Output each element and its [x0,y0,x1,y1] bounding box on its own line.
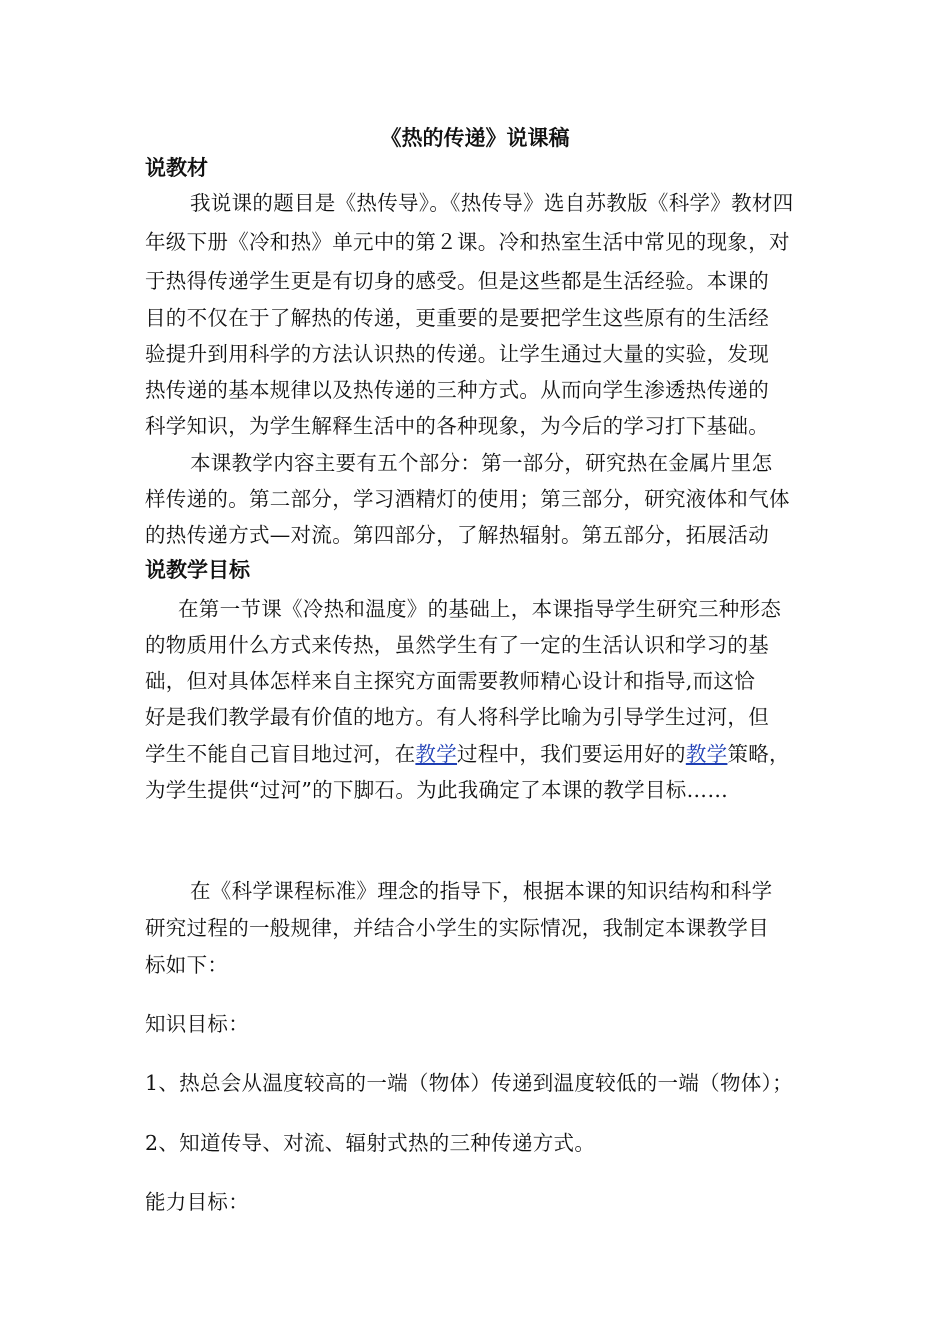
paragraph-line: 在《科学课程标准》理念的指导下，根据本课的知识结构和科学 [190,879,773,903]
paragraph-line: 好是我们教学最有价值的地方。有人将科学比喻为引导学生过河，但 [145,705,769,729]
paragraph-line: 本课教学内容主要有五个部分：第一部分，研究热在金属片里怎 [190,451,773,475]
section-heading-objectives: 说教学目标 [145,558,250,582]
paragraph-line: 为学生提供“过河”的下脚石。为此我确定了本课的教学目标…… [145,778,729,802]
paragraph-line: 础，但对具体怎样来自主探究方面需要教师精心设计和指导,而这恰 [145,669,756,693]
section-heading-textbook: 说教材 [145,156,208,180]
paragraph-line: 研究过程的一般规律，并结合小学生的实际情况，我制定本课教学目 [145,916,769,940]
paragraph-line: 热传递的基本规律以及热传递的三种方式。从而向学生渗透热传递的 [145,378,769,402]
teaching-link[interactable]: 教学 [685,742,728,766]
paragraph-line-with-links [145,737,790,767]
knowledge-goals-heading: 知识目标： [145,1012,249,1036]
link-line-text: 学生不能自己盲目地过河，在 [145,742,416,766]
paragraph-line: 在第一节课《冷热和温度》的基础上，本课指导学生研究三种形态 [178,597,782,621]
link-line-text: 策略， [727,742,790,766]
paragraph-line: 的物质用什么方式来传热，虽然学生有了一定的生活认识和学习的基 [145,633,769,657]
paragraph-line: 科学知识，为学生解释生活中的各种现象，为今后的学习打下基础。 [145,414,769,438]
ability-goals-heading: 能力目标： [145,1190,249,1214]
paragraph-line: 年级下册《冷和热》单元中的第２课。冷和热室生活中常见的现象，对 [145,230,790,254]
knowledge-goal-item: 2、知道传导、对流、辐射式热的三种传递方式。 [145,1131,596,1155]
document-title: 《热的传递》说课稿 [380,126,570,150]
knowledge-goal-item: 1、热总会从温度较高的一端（物体）传递到温度较低的一端（物体）； [145,1071,793,1095]
paragraph-line: 验提升到用科学的方法认识热的传递。让学生通过大量的实验，发现 [145,342,769,366]
paragraph-line: 我说课的题目是《热传导》。《热传导》选自苏教版《科学》教材四 [190,191,794,215]
paragraph-line: 样传递的。第二部分，学习酒精灯的使用；第三部分，研究液体和气体 [145,487,790,511]
paragraph-line: 标如下： [145,953,229,977]
paragraph-line: 的热传递方式—对流。第四部分，了解热辐射。第五部分，拓展活动 [145,523,769,547]
teaching-link[interactable]: 教学 [415,742,458,766]
paragraph-line: 目的不仅在于了解热的传递，更重要的是要把学生这些原有的生活经 [145,306,769,330]
link-line-text: 过程中，我们要运用好的 [457,742,686,766]
paragraph-line: 于热得传递学生更是有切身的感受。但是这些都是生活经验。本课的 [145,269,769,293]
